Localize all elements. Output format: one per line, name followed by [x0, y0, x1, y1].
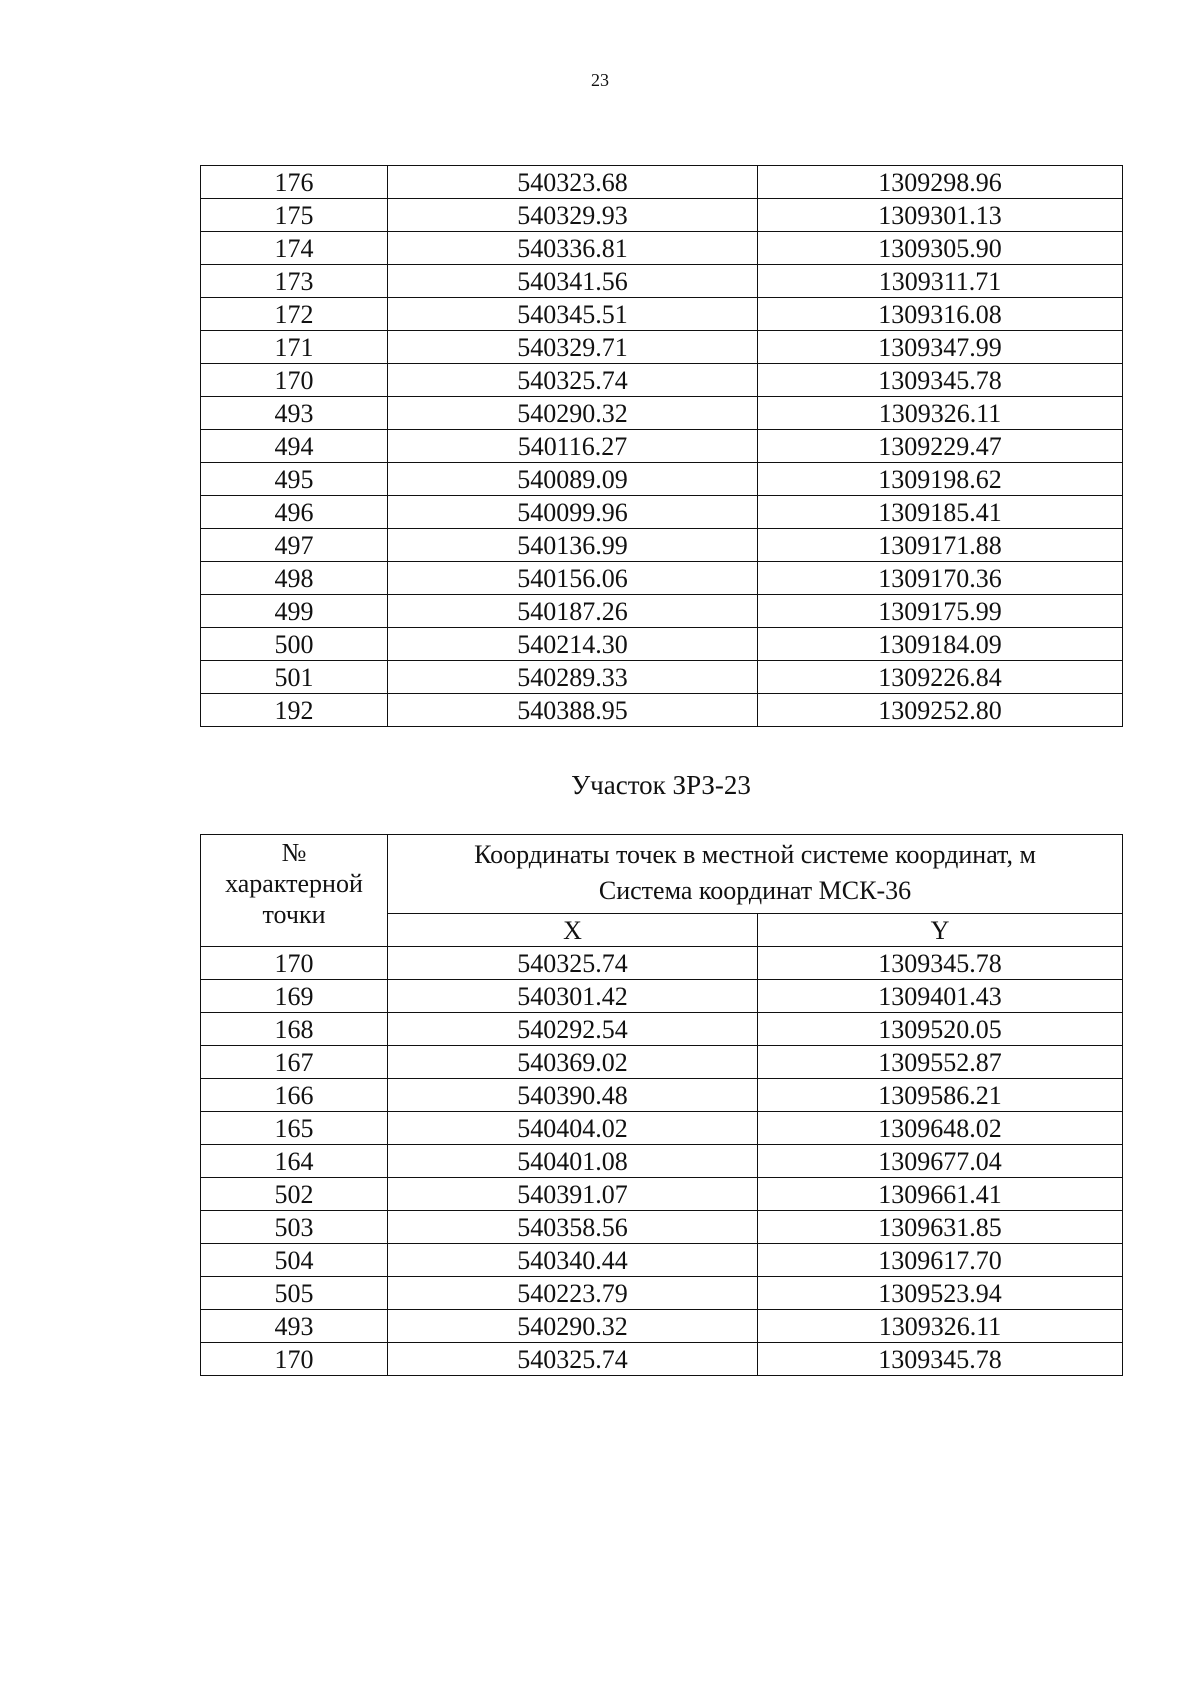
table-row [201, 661, 1123, 694]
x-coordinate-cell: 540323.68 [388, 166, 758, 199]
point-number-cell: 171 [201, 331, 388, 364]
table-row [201, 298, 1123, 331]
y-coordinate-cell: 1309326.11 [758, 397, 1123, 430]
page-number: 23 [591, 70, 609, 90]
point-number-cell: 169 [201, 980, 388, 1013]
point-number-cell: 497 [201, 529, 388, 562]
x-coordinate-cell: 540290.32 [388, 397, 758, 430]
x-coordinate-cell: 540325.74 [388, 364, 758, 397]
x-coordinate-cell: 540136.99 [388, 529, 758, 562]
point-number-cell: 192 [201, 694, 388, 727]
point-number-cell: 168 [201, 1013, 388, 1046]
x-coordinate-cell: 540329.93 [388, 199, 758, 232]
coordinates-header [388, 835, 1123, 914]
y-coordinate-cell: 1309301.13 [758, 199, 1123, 232]
x-coordinate-cell: 540404.02 [388, 1112, 758, 1145]
y-coordinate-cell: 1309345.78 [758, 364, 1123, 397]
point-number-cell: 493 [201, 1310, 388, 1343]
point-number-header [201, 835, 388, 947]
y-coordinate-cell: 1309305.90 [758, 232, 1123, 265]
point-number-cell: 173 [201, 265, 388, 298]
table-row [201, 1277, 1123, 1310]
header-line: Координаты точек в местной системе координат, м [474, 840, 1036, 869]
coordinates-table-zrz-23 [200, 834, 1123, 1376]
y-coordinate-cell: 1309552.87 [758, 1046, 1123, 1079]
x-coordinate-cell: 540089.09 [388, 463, 758, 496]
x-coordinate-cell: 540345.51 [388, 298, 758, 331]
point-number-cell: 505 [201, 1277, 388, 1310]
header-row [201, 835, 1123, 914]
table-row [201, 331, 1123, 364]
section-title: Участок ЗРЗ-23 [571, 770, 751, 800]
coordinates-table-continued [200, 165, 1123, 727]
header-line: характерной [225, 869, 363, 898]
table-row [201, 232, 1123, 265]
header-line: точки [262, 900, 326, 929]
x-coordinate-cell: 540391.07 [388, 1178, 758, 1211]
table-body [201, 947, 1123, 1376]
x-coordinate-cell: 540336.81 [388, 232, 758, 265]
table-row [201, 628, 1123, 661]
point-number-cell: 165 [201, 1112, 388, 1145]
y-coordinate-cell: 1309252.80 [758, 694, 1123, 727]
y-column-header: Y [758, 914, 1123, 947]
y-coordinate-cell: 1309171.88 [758, 529, 1123, 562]
table-row [201, 562, 1123, 595]
x-coordinate-cell: 540292.54 [388, 1013, 758, 1046]
point-number-cell: 500 [201, 628, 388, 661]
y-coordinate-cell: 1309586.21 [758, 1079, 1123, 1112]
x-coordinate-cell: 540388.95 [388, 694, 758, 727]
y-coordinate-cell: 1309631.85 [758, 1211, 1123, 1244]
table-row [201, 947, 1123, 980]
x-coordinate-cell: 540390.48 [388, 1079, 758, 1112]
table-row [201, 1145, 1123, 1178]
y-coordinate-cell: 1309316.08 [758, 298, 1123, 331]
y-coordinate-cell: 1309617.70 [758, 1244, 1123, 1277]
point-number-cell: 493 [201, 397, 388, 430]
table-row [201, 364, 1123, 397]
table-row [201, 694, 1123, 727]
point-number-cell: 495 [201, 463, 388, 496]
y-coordinate-cell: 1309661.41 [758, 1178, 1123, 1211]
x-coordinate-cell: 540369.02 [388, 1046, 758, 1079]
point-number-cell: 175 [201, 199, 388, 232]
x-coordinate-cell: 540116.27 [388, 430, 758, 463]
point-number-cell: 170 [201, 947, 388, 980]
point-number-cell: 166 [201, 1079, 388, 1112]
x-coordinate-cell: 540214.30 [388, 628, 758, 661]
y-coordinate-cell: 1309229.47 [758, 430, 1123, 463]
y-coordinate-cell: 1309170.36 [758, 562, 1123, 595]
header-line: № [281, 838, 307, 867]
table-row [201, 1244, 1123, 1277]
point-number-cell: 170 [201, 1343, 388, 1376]
x-coordinate-cell: 540340.44 [388, 1244, 758, 1277]
x-coordinate-cell: 540358.56 [388, 1211, 758, 1244]
table-row [201, 595, 1123, 628]
x-coordinate-cell: 540301.42 [388, 980, 758, 1013]
table-body [201, 166, 1123, 727]
x-coordinate-cell: 540187.26 [388, 595, 758, 628]
y-coordinate-cell: 1309345.78 [758, 1343, 1123, 1376]
x-coordinate-cell: 540401.08 [388, 1145, 758, 1178]
table-row [201, 980, 1123, 1013]
y-coordinate-cell: 1309677.04 [758, 1145, 1123, 1178]
table-row [201, 463, 1123, 496]
point-number-cell: 496 [201, 496, 388, 529]
y-coordinate-cell: 1309520.05 [758, 1013, 1123, 1046]
table-row [201, 529, 1123, 562]
table-row [201, 1211, 1123, 1244]
table-row [201, 199, 1123, 232]
point-number-cell: 494 [201, 430, 388, 463]
y-coordinate-cell: 1309345.78 [758, 947, 1123, 980]
y-coordinate-cell: 1309311.71 [758, 265, 1123, 298]
table-row [201, 1079, 1123, 1112]
y-coordinate-cell: 1309326.11 [758, 1310, 1123, 1343]
table-row [201, 397, 1123, 430]
y-coordinate-cell: 1309185.41 [758, 496, 1123, 529]
table-header [201, 835, 1123, 947]
y-coordinate-cell: 1309226.84 [758, 661, 1123, 694]
y-coordinate-cell: 1309523.94 [758, 1277, 1123, 1310]
point-number-cell: 172 [201, 298, 388, 331]
table-row [201, 166, 1123, 199]
table-row [201, 1013, 1123, 1046]
y-coordinate-cell: 1309401.43 [758, 980, 1123, 1013]
x-coordinate-cell: 540223.79 [388, 1277, 758, 1310]
table-row [201, 265, 1123, 298]
y-coordinate-cell: 1309347.99 [758, 331, 1123, 364]
point-number-cell: 170 [201, 364, 388, 397]
header-line: Система координат МСК-36 [598, 876, 912, 905]
y-coordinate-cell: 1309648.02 [758, 1112, 1123, 1145]
x-coordinate-cell: 540341.56 [388, 265, 758, 298]
point-number-cell: 174 [201, 232, 388, 265]
x-coordinate-cell: 540329.71 [388, 331, 758, 364]
x-coordinate-cell: 540156.06 [388, 562, 758, 595]
y-coordinate-cell: 1309184.09 [758, 628, 1123, 661]
table-row [201, 1178, 1123, 1211]
point-number-cell: 499 [201, 595, 388, 628]
point-number-cell: 164 [201, 1145, 388, 1178]
point-number-cell: 176 [201, 166, 388, 199]
table-row [201, 1112, 1123, 1145]
point-number-cell: 167 [201, 1046, 388, 1079]
x-coordinate-cell: 540099.96 [388, 496, 758, 529]
x-coordinate-cell: 540290.32 [388, 1310, 758, 1343]
y-coordinate-cell: 1309175.99 [758, 595, 1123, 628]
y-coordinate-cell: 1309298.96 [758, 166, 1123, 199]
point-number-cell: 503 [201, 1211, 388, 1244]
table-row [201, 430, 1123, 463]
table-row [201, 1310, 1123, 1343]
x-coordinate-cell: 540325.74 [388, 1343, 758, 1376]
x-coordinate-cell: 540289.33 [388, 661, 758, 694]
point-number-cell: 504 [201, 1244, 388, 1277]
x-column-header: X [388, 914, 758, 947]
x-coordinate-cell: 540325.74 [388, 947, 758, 980]
point-number-cell: 502 [201, 1178, 388, 1211]
point-number-cell: 501 [201, 661, 388, 694]
table-row [201, 496, 1123, 529]
y-coordinate-cell: 1309198.62 [758, 463, 1123, 496]
point-number-cell: 498 [201, 562, 388, 595]
table-row [201, 1046, 1123, 1079]
table-row [201, 1343, 1123, 1376]
